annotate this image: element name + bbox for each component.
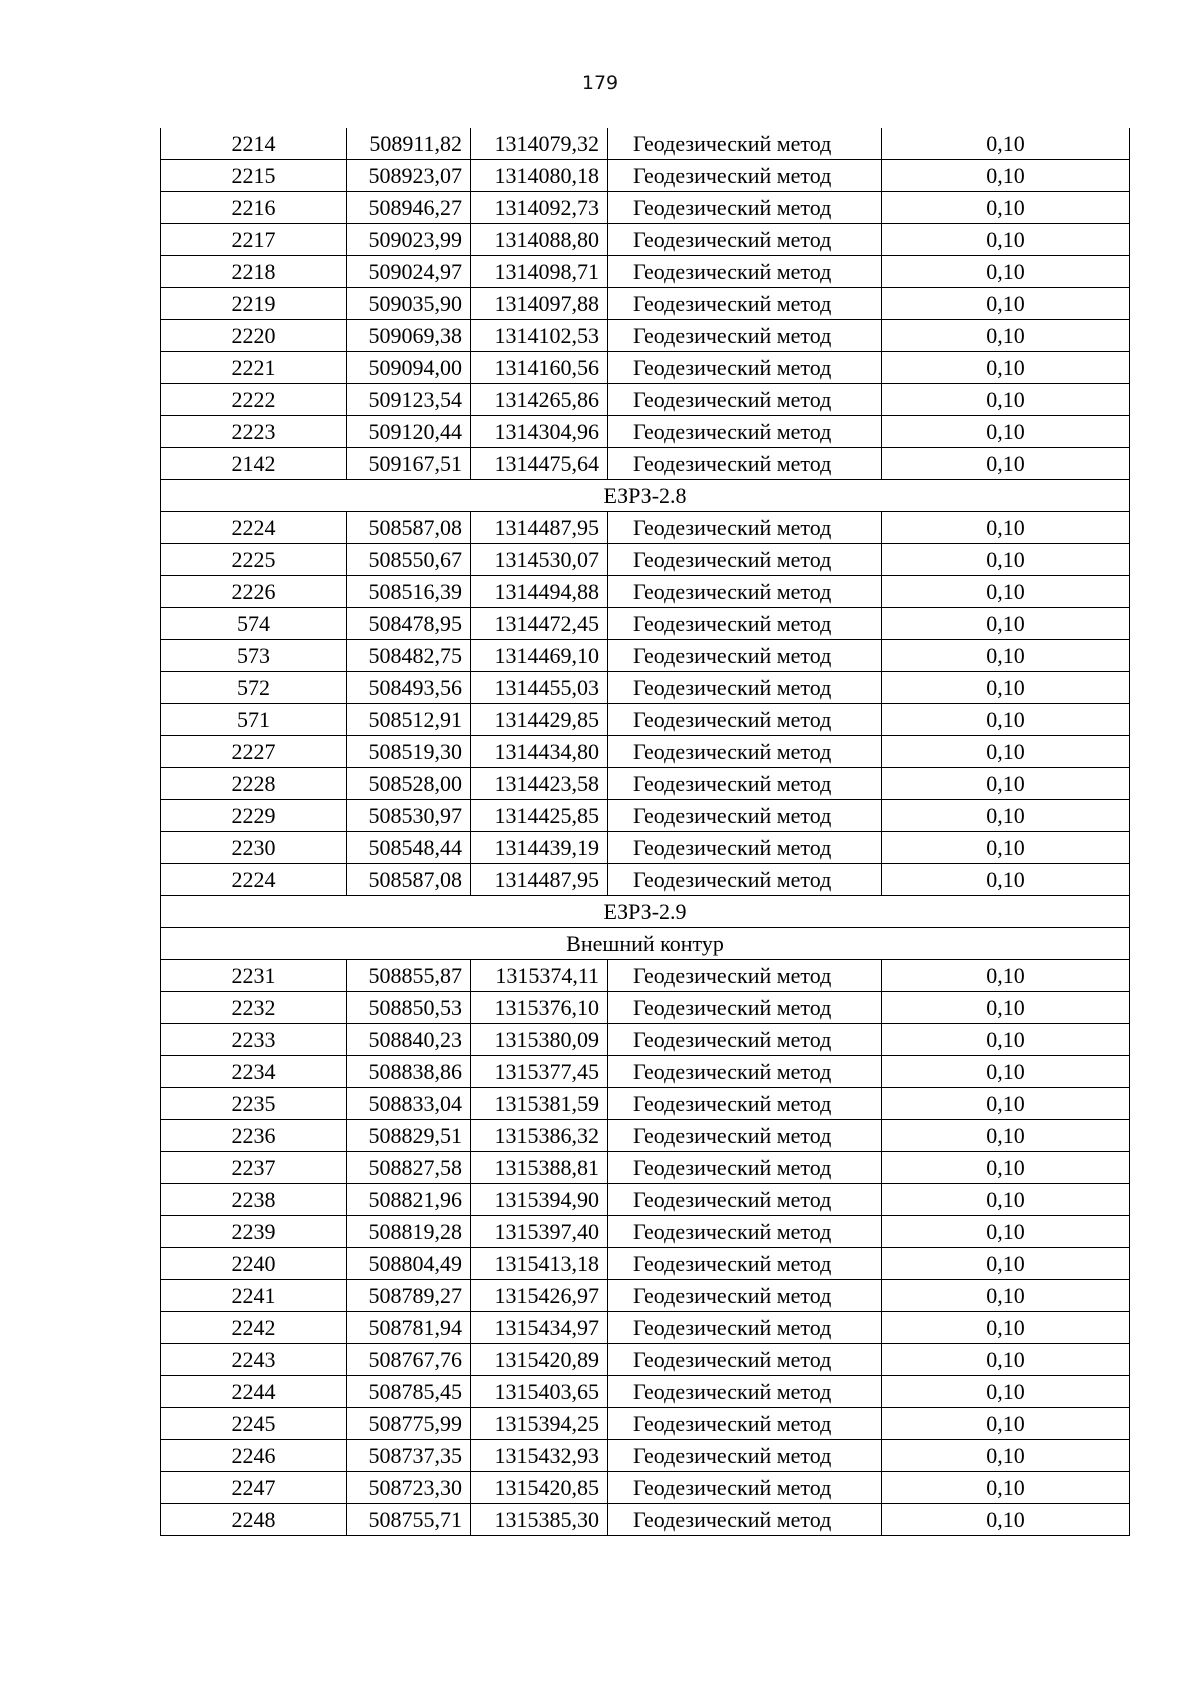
point-number-cell: 2219	[161, 288, 347, 320]
accuracy-cell: 0,10	[882, 800, 1130, 832]
accuracy-cell: 0,10	[882, 1120, 1130, 1152]
accuracy-cell: 0,10	[882, 288, 1130, 320]
accuracy-cell: 0,10	[882, 704, 1130, 736]
point-number-cell: 2224	[161, 864, 347, 896]
y-coordinate-cell: 1315380,09	[471, 1024, 608, 1056]
point-number-cell: 2242	[161, 1312, 347, 1344]
method-cell: Геодезический метод	[608, 448, 882, 480]
y-coordinate-cell: 1314102,53	[471, 320, 608, 352]
accuracy-cell: 0,10	[882, 1280, 1130, 1312]
x-coordinate-cell: 508548,44	[347, 832, 471, 864]
point-number-cell: 2232	[161, 992, 347, 1024]
x-coordinate-cell: 508789,27	[347, 1280, 471, 1312]
y-coordinate-cell: 1315394,90	[471, 1184, 608, 1216]
point-number-cell: 2227	[161, 736, 347, 768]
page-number: 179	[581, 72, 619, 94]
x-coordinate-cell: 509094,00	[347, 352, 471, 384]
accuracy-cell: 0,10	[882, 768, 1130, 800]
method-cell: Геодезический метод	[608, 1280, 882, 1312]
x-coordinate-cell: 509023,99	[347, 224, 471, 256]
method-cell: Геодезический метод	[608, 576, 882, 608]
y-coordinate-cell: 1314487,95	[471, 512, 608, 544]
y-coordinate-cell: 1315432,93	[471, 1440, 608, 1472]
x-coordinate-cell: 508528,00	[347, 768, 471, 800]
method-cell: Геодезический метод	[608, 1088, 882, 1120]
point-number-cell: 2231	[161, 960, 347, 992]
point-number-cell: 2216	[161, 192, 347, 224]
table-row	[161, 576, 1130, 608]
x-coordinate-cell: 508587,08	[347, 512, 471, 544]
x-coordinate-cell: 508785,45	[347, 1376, 471, 1408]
method-cell: Геодезический метод	[608, 768, 882, 800]
method-cell: Геодезический метод	[608, 672, 882, 704]
point-number-cell: 2142	[161, 448, 347, 480]
point-number-cell: 2221	[161, 352, 347, 384]
y-coordinate-cell: 1314265,86	[471, 384, 608, 416]
x-coordinate-cell: 508911,82	[347, 128, 471, 160]
method-cell: Геодезический метод	[608, 160, 882, 192]
accuracy-cell: 0,10	[882, 384, 1130, 416]
point-number-cell: 2233	[161, 1024, 347, 1056]
x-coordinate-cell: 508516,39	[347, 576, 471, 608]
method-cell: Геодезический метод	[608, 1440, 882, 1472]
x-coordinate-cell: 508840,23	[347, 1024, 471, 1056]
method-cell: Геодезический метод	[608, 1184, 882, 1216]
x-coordinate-cell: 508923,07	[347, 160, 471, 192]
point-number-cell: 2243	[161, 1344, 347, 1376]
method-cell: Геодезический метод	[608, 192, 882, 224]
point-number-cell: 2214	[161, 128, 347, 160]
point-number-cell: 2228	[161, 768, 347, 800]
x-coordinate-cell: 508838,86	[347, 1056, 471, 1088]
method-cell: Геодезический метод	[608, 704, 882, 736]
point-number-cell: 2237	[161, 1152, 347, 1184]
table-row	[161, 512, 1130, 544]
point-number-cell: 2230	[161, 832, 347, 864]
y-coordinate-cell: 1314469,10	[471, 640, 608, 672]
point-number-cell: 2225	[161, 544, 347, 576]
y-coordinate-cell: 1314455,03	[471, 672, 608, 704]
method-cell: Геодезический метод	[608, 256, 882, 288]
table-row	[161, 1376, 1130, 1408]
point-number-cell: 2223	[161, 416, 347, 448]
accuracy-cell: 0,10	[882, 1088, 1130, 1120]
accuracy-cell: 0,10	[882, 1344, 1130, 1376]
accuracy-cell: 0,10	[882, 1248, 1130, 1280]
accuracy-cell: 0,10	[882, 544, 1130, 576]
method-cell: Геодезический метод	[608, 1056, 882, 1088]
point-number-cell: 2224	[161, 512, 347, 544]
y-coordinate-cell: 1314080,18	[471, 160, 608, 192]
method-cell: Геодезический метод	[608, 992, 882, 1024]
y-coordinate-cell: 1315434,97	[471, 1312, 608, 1344]
coordinates-table-body	[161, 128, 1130, 1536]
y-coordinate-cell: 1315394,25	[471, 1408, 608, 1440]
accuracy-cell: 0,10	[882, 416, 1130, 448]
y-coordinate-cell: 1314098,71	[471, 256, 608, 288]
accuracy-cell: 0,10	[882, 448, 1130, 480]
y-coordinate-cell: 1314160,56	[471, 352, 608, 384]
table-row	[161, 1280, 1130, 1312]
table-row	[161, 864, 1130, 896]
method-cell: Геодезический метод	[608, 736, 882, 768]
accuracy-cell: 0,10	[882, 512, 1130, 544]
method-cell: Геодезический метод	[608, 800, 882, 832]
table-row	[161, 288, 1130, 320]
x-coordinate-cell: 508946,27	[347, 192, 471, 224]
x-coordinate-cell: 508850,53	[347, 992, 471, 1024]
method-cell: Геодезический метод	[608, 544, 882, 576]
x-coordinate-cell: 508804,49	[347, 1248, 471, 1280]
y-coordinate-cell: 1315385,30	[471, 1504, 608, 1536]
accuracy-cell: 0,10	[882, 992, 1130, 1024]
point-number-cell: 2248	[161, 1504, 347, 1536]
y-coordinate-cell: 1314092,73	[471, 192, 608, 224]
table-row	[161, 1024, 1130, 1056]
accuracy-cell: 0,10	[882, 1184, 1130, 1216]
table-row	[161, 1152, 1130, 1184]
table-row	[161, 672, 1130, 704]
table-row	[161, 1312, 1130, 1344]
accuracy-cell: 0,10	[882, 960, 1130, 992]
y-coordinate-cell: 1315374,11	[471, 960, 608, 992]
method-cell: Геодезический метод	[608, 1152, 882, 1184]
point-number-cell: 2229	[161, 800, 347, 832]
x-coordinate-cell: 509167,51	[347, 448, 471, 480]
accuracy-cell: 0,10	[882, 608, 1130, 640]
table-row	[161, 448, 1130, 480]
y-coordinate-cell: 1315426,97	[471, 1280, 608, 1312]
y-coordinate-cell: 1314079,32	[471, 128, 608, 160]
method-cell: Геодезический метод	[608, 1248, 882, 1280]
accuracy-cell: 0,10	[882, 640, 1130, 672]
x-coordinate-cell: 509120,44	[347, 416, 471, 448]
y-coordinate-cell: 1314304,96	[471, 416, 608, 448]
accuracy-cell: 0,10	[882, 576, 1130, 608]
method-cell: Геодезический метод	[608, 960, 882, 992]
x-coordinate-cell: 508781,94	[347, 1312, 471, 1344]
point-number-cell: 2238	[161, 1184, 347, 1216]
accuracy-cell: 0,10	[882, 320, 1130, 352]
table-row	[161, 736, 1130, 768]
method-cell: Геодезический метод	[608, 1312, 882, 1344]
accuracy-cell: 0,10	[882, 160, 1130, 192]
table-row	[161, 832, 1130, 864]
point-number-cell: 2247	[161, 1472, 347, 1504]
y-coordinate-cell: 1314530,07	[471, 544, 608, 576]
x-coordinate-cell: 508829,51	[347, 1120, 471, 1152]
method-cell: Геодезический метод	[608, 1408, 882, 1440]
point-number-cell: 2234	[161, 1056, 347, 1088]
x-coordinate-cell: 508482,75	[347, 640, 471, 672]
table-row	[161, 384, 1130, 416]
table-row	[161, 416, 1130, 448]
table-row	[161, 1184, 1130, 1216]
table-row	[161, 192, 1130, 224]
accuracy-cell: 0,10	[882, 1440, 1130, 1472]
table-row	[161, 256, 1130, 288]
point-number-cell: 2236	[161, 1120, 347, 1152]
accuracy-cell: 0,10	[882, 224, 1130, 256]
point-number-cell: 2226	[161, 576, 347, 608]
table-row	[161, 320, 1130, 352]
point-number-cell: 2218	[161, 256, 347, 288]
point-number-cell: 2244	[161, 1376, 347, 1408]
method-cell: Геодезический метод	[608, 864, 882, 896]
method-cell: Геодезический метод	[608, 416, 882, 448]
table-row	[161, 224, 1130, 256]
point-number-cell: 2241	[161, 1280, 347, 1312]
method-cell: Геодезический метод	[608, 1344, 882, 1376]
table-row	[161, 1504, 1130, 1536]
method-cell: Геодезический метод	[608, 1120, 882, 1152]
method-cell: Геодезический метод	[608, 128, 882, 160]
table-row	[161, 960, 1130, 992]
point-number-cell: 2239	[161, 1216, 347, 1248]
accuracy-cell: 0,10	[882, 1152, 1130, 1184]
table-row	[161, 608, 1130, 640]
accuracy-cell: 0,10	[882, 256, 1130, 288]
section-header-row	[161, 480, 1130, 512]
table-row	[161, 544, 1130, 576]
accuracy-cell: 0,10	[882, 672, 1130, 704]
method-cell: Геодезический метод	[608, 640, 882, 672]
y-coordinate-cell: 1315377,45	[471, 1056, 608, 1088]
method-cell: Геодезический метод	[608, 512, 882, 544]
y-coordinate-cell: 1315388,81	[471, 1152, 608, 1184]
table-row	[161, 1056, 1130, 1088]
accuracy-cell: 0,10	[882, 1408, 1130, 1440]
point-number-cell: 2245	[161, 1408, 347, 1440]
table-row	[161, 640, 1130, 672]
subsection-header-row	[161, 928, 1130, 960]
accuracy-cell: 0,10	[882, 352, 1130, 384]
accuracy-cell: 0,10	[882, 736, 1130, 768]
subsection-title: Внешний контур	[161, 928, 1130, 960]
point-number-cell: 573	[161, 640, 347, 672]
table-row	[161, 704, 1130, 736]
accuracy-cell: 0,10	[882, 1312, 1130, 1344]
x-coordinate-cell: 508478,95	[347, 608, 471, 640]
table-row	[161, 992, 1130, 1024]
x-coordinate-cell: 508775,99	[347, 1408, 471, 1440]
coordinates-table	[160, 128, 1130, 1536]
point-number-cell: 2240	[161, 1248, 347, 1280]
accuracy-cell: 0,10	[882, 1216, 1130, 1248]
y-coordinate-cell: 1314088,80	[471, 224, 608, 256]
accuracy-cell: 0,10	[882, 1056, 1130, 1088]
x-coordinate-cell: 508819,28	[347, 1216, 471, 1248]
accuracy-cell: 0,10	[882, 864, 1130, 896]
accuracy-cell: 0,10	[882, 192, 1130, 224]
table-row	[161, 1472, 1130, 1504]
table-row	[161, 1216, 1130, 1248]
method-cell: Геодезический метод	[608, 1472, 882, 1504]
x-coordinate-cell: 508519,30	[347, 736, 471, 768]
method-cell: Геодезический метод	[608, 608, 882, 640]
table-row	[161, 160, 1130, 192]
point-number-cell: 571	[161, 704, 347, 736]
y-coordinate-cell: 1314425,85	[471, 800, 608, 832]
method-cell: Геодезический метод	[608, 832, 882, 864]
table-row	[161, 1344, 1130, 1376]
y-coordinate-cell: 1315420,85	[471, 1472, 608, 1504]
x-coordinate-cell: 508512,91	[347, 704, 471, 736]
x-coordinate-cell: 509024,97	[347, 256, 471, 288]
y-coordinate-cell: 1314423,58	[471, 768, 608, 800]
method-cell: Геодезический метод	[608, 384, 882, 416]
section-title: ЕЗРЗ-2.9	[161, 896, 1130, 928]
x-coordinate-cell: 508737,35	[347, 1440, 471, 1472]
y-coordinate-cell: 1314475,64	[471, 448, 608, 480]
point-number-cell: 572	[161, 672, 347, 704]
table-row	[161, 1248, 1130, 1280]
accuracy-cell: 0,10	[882, 832, 1130, 864]
point-number-cell: 2215	[161, 160, 347, 192]
table-row	[161, 1120, 1130, 1152]
table-row	[161, 128, 1130, 160]
y-coordinate-cell: 1314487,95	[471, 864, 608, 896]
method-cell: Геодезический метод	[608, 1216, 882, 1248]
method-cell: Геодезический метод	[608, 1504, 882, 1536]
method-cell: Геодезический метод	[608, 320, 882, 352]
method-cell: Геодезический метод	[608, 1376, 882, 1408]
x-coordinate-cell: 508493,56	[347, 672, 471, 704]
x-coordinate-cell: 508827,58	[347, 1152, 471, 1184]
table-row	[161, 768, 1130, 800]
y-coordinate-cell: 1314472,45	[471, 608, 608, 640]
x-coordinate-cell: 508550,67	[347, 544, 471, 576]
table-row	[161, 1088, 1130, 1120]
y-coordinate-cell: 1315397,40	[471, 1216, 608, 1248]
point-number-cell: 574	[161, 608, 347, 640]
x-coordinate-cell: 509035,90	[347, 288, 471, 320]
x-coordinate-cell: 508755,71	[347, 1504, 471, 1536]
accuracy-cell: 0,10	[882, 1472, 1130, 1504]
y-coordinate-cell: 1314097,88	[471, 288, 608, 320]
x-coordinate-cell: 508723,30	[347, 1472, 471, 1504]
point-number-cell: 2220	[161, 320, 347, 352]
method-cell: Геодезический метод	[608, 1024, 882, 1056]
x-coordinate-cell: 508587,08	[347, 864, 471, 896]
x-coordinate-cell: 508767,76	[347, 1344, 471, 1376]
x-coordinate-cell: 508833,04	[347, 1088, 471, 1120]
x-coordinate-cell: 508855,87	[347, 960, 471, 992]
table-row	[161, 800, 1130, 832]
table-row	[161, 1408, 1130, 1440]
method-cell: Геодезический метод	[608, 352, 882, 384]
point-number-cell: 2246	[161, 1440, 347, 1472]
y-coordinate-cell: 1314429,85	[471, 704, 608, 736]
table-row	[161, 352, 1130, 384]
accuracy-cell: 0,10	[882, 1376, 1130, 1408]
point-number-cell: 2235	[161, 1088, 347, 1120]
method-cell: Геодезический метод	[608, 288, 882, 320]
accuracy-cell: 0,10	[882, 1024, 1130, 1056]
point-number-cell: 2222	[161, 384, 347, 416]
x-coordinate-cell: 508821,96	[347, 1184, 471, 1216]
table-row	[161, 1440, 1130, 1472]
y-coordinate-cell: 1315413,18	[471, 1248, 608, 1280]
point-number-cell: 2217	[161, 224, 347, 256]
method-cell: Геодезический метод	[608, 224, 882, 256]
x-coordinate-cell: 509123,54	[347, 384, 471, 416]
y-coordinate-cell: 1314439,19	[471, 832, 608, 864]
y-coordinate-cell: 1314434,80	[471, 736, 608, 768]
x-coordinate-cell: 509069,38	[347, 320, 471, 352]
y-coordinate-cell: 1315376,10	[471, 992, 608, 1024]
accuracy-cell: 0,10	[882, 128, 1130, 160]
y-coordinate-cell: 1315403,65	[471, 1376, 608, 1408]
section-title: ЕЗРЗ-2.8	[161, 480, 1130, 512]
y-coordinate-cell: 1315386,32	[471, 1120, 608, 1152]
x-coordinate-cell: 508530,97	[347, 800, 471, 832]
y-coordinate-cell: 1314494,88	[471, 576, 608, 608]
accuracy-cell: 0,10	[882, 1504, 1130, 1536]
y-coordinate-cell: 1315381,59	[471, 1088, 608, 1120]
section-header-row	[161, 896, 1130, 928]
y-coordinate-cell: 1315420,89	[471, 1344, 608, 1376]
